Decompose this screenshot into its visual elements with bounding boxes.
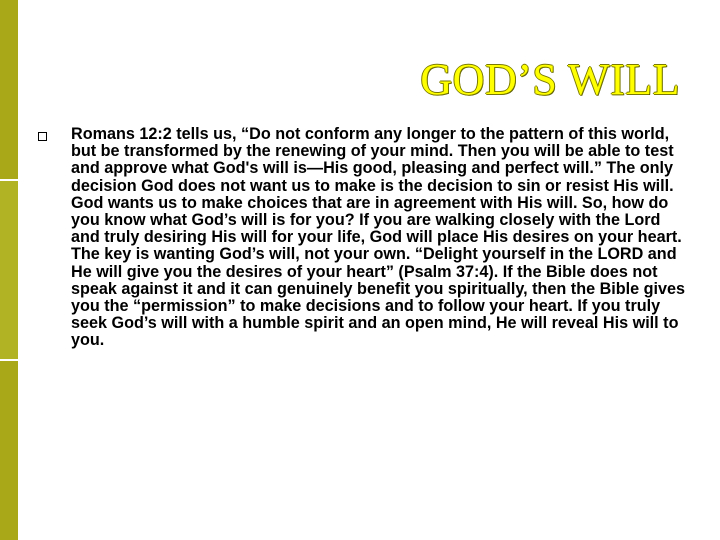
decorative-side-bar — [0, 0, 18, 540]
bullet-body-text: Romans 12:2 tells us, “Do not conform any longer to the pattern of this world, but be transformed by the renewing of your mind. Then you will be able to test and approve what God's will is—His good, pleasing and perfect will.” The only decision God does not want us to make is the decision to sin or resist His will. God wants us to make choices that are in agreement with His will. So, how do you know what God’s will is for you? If you are walking closely with the Lord and truly desiring His will for your life, God will place His desires on your heart. The key is wanting God’s will, not your own. “Delight yourself in the LORD and He will give you the desires of your heart” (Psalm 37:4). If the Bible does not speak against it and it can genuinely benefit you spiritually, then the Bible gives you the “permission” to make decisions and to follow your heart. If you truly seek God’s will with a humble spirit and an open mind, He will reveal His will to you. — [71, 125, 686, 350]
hollow-square-bullet-icon — [38, 132, 47, 141]
slide-title: GOD’S WILL — [420, 55, 680, 104]
bullet-list-item — [38, 126, 690, 350]
side-bar-segment — [0, 181, 18, 360]
side-bar-segment — [0, 361, 18, 540]
side-bar-segment — [0, 0, 18, 179]
